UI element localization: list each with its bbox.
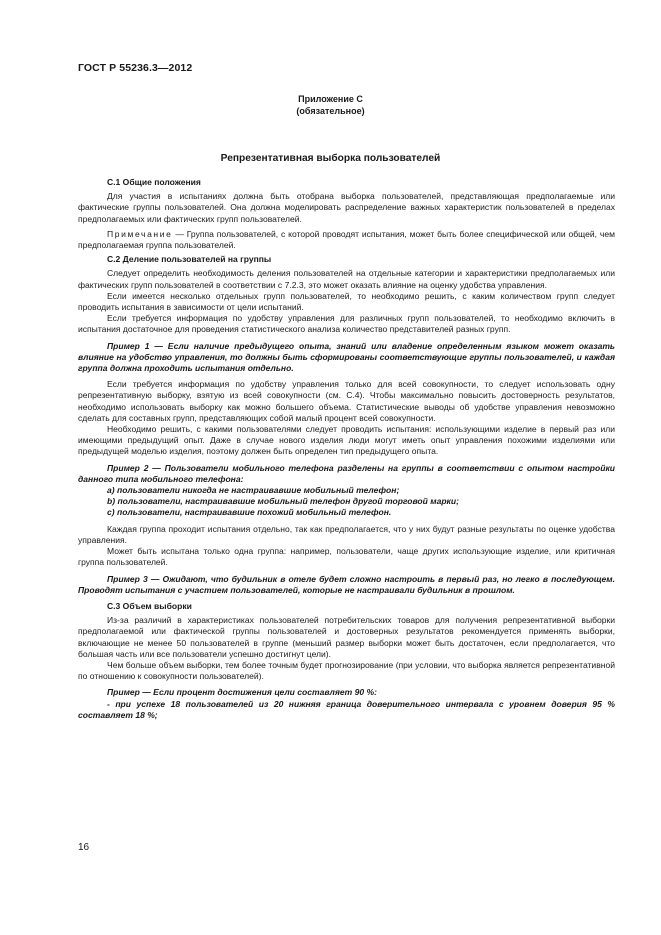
body-text xyxy=(78,177,615,726)
example-2-item: c) пользователи, настраивавшие похожий мобильный телефон. xyxy=(107,507,392,518)
paragraph: Из-за различий в характеристиках пользователей потребительских товаров для получения репрезентативной выборки предполагаемой или фактической группы пользователей и достоверных результатов рекомендуется применять выборки, включающие не менее 50 пользователей в группе (меньший размер выборки может быть достаточен, если предполагается, что большая часть или все пользователи успешно достигнут цели). xyxy=(78,615,615,659)
section-heading-c3: С.3 Объем выборки xyxy=(107,600,192,611)
annex-status: (обязательное) xyxy=(296,106,365,116)
note-text: — Группа пользователей, с которой проводят испытания, может быть более специфической или общей, чем предполагаемая группа пользователей. xyxy=(78,228,615,251)
section-heading-c1: С.1 Общие положения xyxy=(107,177,201,187)
page-number: 16 xyxy=(78,842,90,853)
note-label: Примечание xyxy=(107,228,173,239)
example-head: Пример — Если процент достижения цели составляет 90 %: xyxy=(107,687,377,698)
annex-title: Репрезентативная выборка пользователей xyxy=(220,153,441,164)
example-3: Пример 3 — Ожидают, что будильник в отеле будет сложно настроить в первый раз, но легко в последующем. Проводят испытания с участием пользователей, которые не настраивали будильник в прошлом. xyxy=(78,573,615,595)
paragraph: Следует определить необходимость деления пользователей на отдельные категории и характеристики предполагаемых или фактических групп пользователей в соответствии с 7.2.3, это может оказать влияние на оценку удобства управления. xyxy=(78,268,615,290)
example-2-item: а) пользователи никогда не настраивавшие мобильный телефон; xyxy=(107,485,400,496)
paragraph: Может быть испытана только одна группа: например, пользователи, чаще других использующие изделие, или критичная группа пользователей. xyxy=(78,546,615,568)
paragraph: Для участия в испытаниях должна быть отобрана выборка пользователей, представляющая предполагаемые или фактические группы пользователей. Она должна моделировать распределение важных характеристик пользователей в пределах предполагаемых или фактических групп пользователей. xyxy=(78,191,615,224)
paragraph: Если требуется информация по удобству управления для различных групп пользователей, то необходимо включить в испытания достаточное для проведения статистического анализа количество представителей разных групп. xyxy=(78,313,615,335)
example-2: Пример 2 — Пользователи мобильного телефона разделены на группы в соответствии с опытом настройки данного типа мобильного телефона: xyxy=(78,462,615,484)
example-1: Пример 1 — Если наличие предыдущего опыта, знаний или владение определенным языком может оказать влияние на удобство управления, то должны быть сформированы соответствующие группы пользователей, и каждая группа должна проходить испытания отдельно. xyxy=(78,340,615,374)
example-item: - при успехе 18 пользователей из 20 нижняя граница доверительного интервала с уровнем доверия 95 % составляет 18 %; xyxy=(78,698,615,720)
standard-header: ГОСТ Р 55236.3—2012 xyxy=(78,62,193,74)
paragraph: Каждая группа проходит испытания отдельно, так как предполагается, что у них будут разные результаты по оценке удобства управления. xyxy=(78,523,615,545)
note xyxy=(78,229,615,251)
paragraph: Если имеется несколько отдельных групп пользователей, то необходимо решить, с каким количеством групп следует проводить испытания в зависимости от цели испытаний. xyxy=(78,290,615,313)
section-heading-c2: С.2 Деление пользователей на группы xyxy=(107,254,272,265)
example-2-item: b) пользователи, настраивавшие мобильный телефон другой торговой марки; xyxy=(107,496,459,507)
paragraph: Чем больше объем выборки, тем более точным будет прогнозирование (при условии, что выборка является репрезентативной по отношению к совокупности пользователей). xyxy=(78,659,615,682)
paragraph: Необходимо решить, с какими пользователями следует проводить испытания: использующими изделие в первый раз или имеющими предыдущий опыт. Даже в случае нового изделия люди могут иметь опыт управления похожими изделиями или предыдущей моделью изделия, поэтому должен быть определен тип предыдущего опыта. xyxy=(78,424,615,457)
paragraph: Если требуется информация по удобству управления только для всей совокупности, то следует использовать одну репрезентативную выборку, взятую из всей совокупности (см. С.4). Чтобы максимально повысить достоверность результатов, необходимо использовать выборку как можно большего объема. Статистические выводы об удобстве управления невозможно сделать для составных групп, представляющих собой малый процент всей совокупности. xyxy=(78,379,615,423)
annex-label: Приложение С xyxy=(298,94,363,104)
